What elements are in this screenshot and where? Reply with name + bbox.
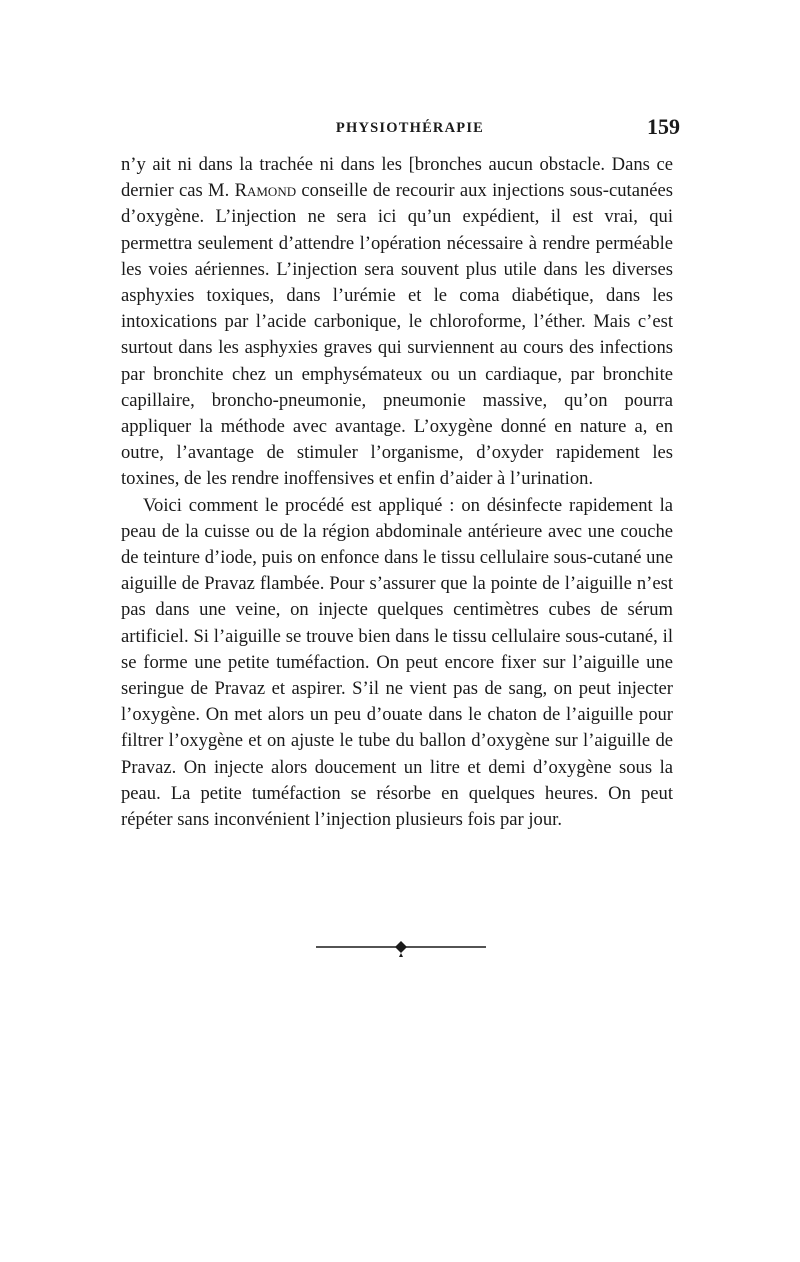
running-head: PHYSIOTHÉRAPIE — [335, 120, 485, 136]
paragraph-2: Voici comment le procédé est appliqué : on désinfecte rapidement la peau de la cuisse ou de la région abdominale antérieure avec une couche de teinture d’iode, puis on enfonce dans le tissu cellulaire sous-cutané une aiguille de Pravaz flambée. Pour s’assurer que la pointe de l’aiguille n’est pas dans une veine, on injecte quelques centimètres cubes de sérum artificiel. Si l’aiguille se trouve bien dans le tissu cellulaire sous-cutané, il se forme une petite tuméfaction. On peut encore fixer sur l’aiguille une seringue de Pravaz et aspirer. S’il ne vient pas de sang, on peut injecter l’oxygène. On met alors un peu d’ouate dans le chaton de l’aiguille pour filtrer l’oxygène et on ajuste le tube du ballon d’oxygène sur l’aiguille de Pravaz. On injecte alors doucement un litre et demi d’oxygène sous la peau. La petite tuméfaction se résorbe en quelques heures. On peut répéter sans inconvénient l’injection plusieurs fois par jour. — [121, 494, 673, 831]
fleuron-rule-icon — [316, 938, 486, 960]
paragraph-1-text-a: n’y ait ni dans la trachée ni dans les [bronches aucun obstacle. Dans ce dernier cas M. — [121, 154, 673, 202]
body-text — [121, 152, 673, 833]
page-number: 159 — [647, 114, 680, 139]
page-header — [120, 114, 680, 144]
paragraph-1 — [121, 152, 673, 493]
author-name: Ramond — [234, 180, 297, 202]
paragraph-1-text-b: conseille de recourir aux injections sous-cutanées d’oxygène. L’injection ne sera ici qu’un expédient, il est vrai, qui permettra seulement d’attendre l’opération nécessaire à rendre perméable les voies aériennes. L’injection sera souvent plus utile dans les diverses asphyxies toxiques, dans l’urémie et le coma diabétique, dans les intoxications par l’acide carbonique, le chloroforme, l’éther. Mais c’est surtout dans les asphyxies graves qui surviennent au cours des infections par bronchite chez un emphysémateux ou un cardiaque, par bronchite capillaire, broncho-pneumonie, pneumonie massive, qu’on pourra appliquer la méthode avec avantage. L’oxygène donné en nature a, en outre, l’avantage de stimuler l’organisme, d’oxyder rapidement les toxines, de les rendre inoffensives et enfin d’aider à l’urination. — [121, 180, 673, 490]
